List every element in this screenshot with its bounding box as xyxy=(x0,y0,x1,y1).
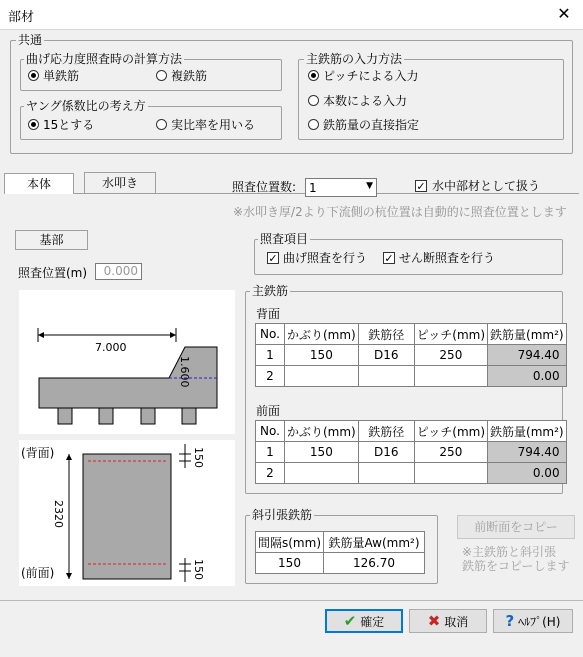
young-group-title: ヤング係数比の考え方 xyxy=(26,99,146,113)
header-no: No. xyxy=(256,421,285,442)
young-15-label: 15とする xyxy=(43,118,95,132)
rebar-pitch-label: ピッチによる入力 xyxy=(323,69,419,83)
note-auto-position: ※水叩き厚/2より下流側の杭位置は自動的に照査位置とします xyxy=(233,205,567,219)
table-row xyxy=(256,366,567,387)
copy-front-section-button[interactable]: 前断面をコピー xyxy=(457,515,575,539)
pitch-cell[interactable] xyxy=(414,366,487,387)
cover-cell[interactable] xyxy=(285,366,359,387)
amount-cell: 0.00 xyxy=(488,366,567,387)
diameter-cell[interactable]: D16 xyxy=(358,442,414,463)
spacing-cell[interactable]: 150 xyxy=(256,553,324,574)
young-actual-label: 実比率を用いる xyxy=(171,118,256,132)
bending-double-label: 複鉄筋 xyxy=(171,69,208,83)
diag-rebar-table xyxy=(255,531,425,574)
ok-button[interactable] xyxy=(325,609,403,633)
row-no: 1 xyxy=(256,442,285,463)
amount-cell: 794.40 xyxy=(488,442,567,463)
header-aw: 鉄筋量Aw(mm²) xyxy=(324,532,425,553)
rebar-input-group-title: 主鉄筋の入力方法 xyxy=(306,52,403,66)
bending-single-label: 単鉄筋 xyxy=(43,69,80,83)
bending-double-radio[interactable] xyxy=(156,70,167,81)
header-amount: 鉄筋量(mm²) xyxy=(488,324,567,345)
bending-single-radio[interactable] xyxy=(28,70,39,81)
pitch-cell[interactable] xyxy=(414,463,487,484)
chevron-down-icon: ▼ xyxy=(366,181,373,191)
bend-check-checkbox[interactable]: ✓ xyxy=(268,252,278,265)
back-rebar-table xyxy=(255,323,567,387)
table-row xyxy=(256,345,567,366)
diameter-cell[interactable] xyxy=(358,366,414,387)
check-count-label: 照査位置数: xyxy=(232,180,297,194)
section-diagram xyxy=(19,440,235,586)
table-row xyxy=(256,463,567,484)
aw-cell[interactable]: 126.70 xyxy=(324,553,425,574)
back-rebar-label: 背面 xyxy=(256,307,281,321)
young-15-radio[interactable] xyxy=(28,119,39,130)
young-actual-radio[interactable] xyxy=(156,119,167,130)
check-count-select[interactable] xyxy=(305,178,377,197)
cover-cell[interactable] xyxy=(285,463,359,484)
rebar-pitch-radio[interactable] xyxy=(308,70,319,81)
question-icon: ? xyxy=(505,612,515,630)
check-count-value: 1 xyxy=(309,181,317,195)
amount-cell: 794.40 xyxy=(488,345,567,366)
header-pitch: ピッチ(mm) xyxy=(414,421,487,442)
header-spacing: 間隔s(mm) xyxy=(256,532,324,553)
diameter-cell[interactable] xyxy=(358,463,414,484)
header-no: No. xyxy=(256,324,285,345)
row-no: 2 xyxy=(256,366,285,387)
underwater-label: 水中部材として扱う xyxy=(432,179,541,193)
cancel-button-label: 取消 xyxy=(444,615,469,629)
cover-cell[interactable]: 150 xyxy=(285,442,359,463)
dim-height-label: 1.600 xyxy=(178,356,191,388)
copy-note-line1: ※主鉄筋と斜引張 xyxy=(462,545,557,559)
diameter-cell[interactable]: D16 xyxy=(358,345,414,366)
header-diameter: 鉄筋径 xyxy=(358,421,414,442)
rebar-direct-radio[interactable] xyxy=(308,119,319,130)
footer-divider xyxy=(0,600,583,601)
copy-note-line2: 鉄筋をコピーします xyxy=(462,559,570,573)
rebar-count-radio[interactable] xyxy=(308,95,319,106)
back-face-label: (背面) xyxy=(21,446,55,460)
pitch-cell[interactable]: 250 xyxy=(414,345,487,366)
tab-apron[interactable]: 水叩き xyxy=(84,172,156,194)
amount-cell: 0.00 xyxy=(488,463,567,484)
row-no: 2 xyxy=(256,463,285,484)
front-face-label: (前面) xyxy=(21,566,55,580)
bend-check-label: 曲げ照査を行う xyxy=(283,251,368,265)
header-pitch: ピッチ(mm) xyxy=(414,324,487,345)
cancel-button[interactable] xyxy=(409,609,487,633)
bending-group-title: 曲げ応力度照査時の計算方法 xyxy=(26,52,183,66)
front-rebar-table xyxy=(255,420,567,484)
header-cover: かぶり(mm) xyxy=(285,421,359,442)
ok-button-label: 確定 xyxy=(360,615,385,629)
rebar-count-label: 本数による入力 xyxy=(323,94,408,108)
table-row xyxy=(256,442,567,463)
shear-check-label: せん断照査を行う xyxy=(399,251,496,265)
row-no: 1 xyxy=(256,345,285,366)
header-amount: 鉄筋量(mm²) xyxy=(488,421,567,442)
check-position-input[interactable]: 0.000 xyxy=(95,263,142,280)
rebar-direct-label: 鉄筋量の直接指定 xyxy=(323,118,420,132)
window-title: 部材 xyxy=(8,10,35,25)
table-row xyxy=(256,553,425,574)
close-icon[interactable]: ✕ xyxy=(557,4,571,23)
title-bar xyxy=(0,0,583,30)
header-diameter: 鉄筋径 xyxy=(358,324,414,345)
common-group-title: 共通 xyxy=(18,33,43,47)
elevation-diagram xyxy=(19,290,235,434)
underwater-checkbox[interactable]: ✓ xyxy=(416,180,426,193)
diag-rebar-title: 斜引張鉄筋 xyxy=(252,508,313,522)
main-rebar-title: 主鉄筋 xyxy=(252,284,289,298)
cover-cell[interactable]: 150 xyxy=(285,345,359,366)
help-button[interactable] xyxy=(493,609,573,633)
front-rebar-label: 前面 xyxy=(256,404,281,418)
dim-150-bottom-label: 150 xyxy=(192,559,205,580)
pitch-cell[interactable]: 250 xyxy=(414,442,487,463)
checkmark-icon: ✔ xyxy=(343,612,357,630)
tab-main[interactable]: 本体 xyxy=(4,173,74,194)
shear-check-checkbox[interactable]: ✓ xyxy=(384,252,394,265)
header-cover: かぶり(mm) xyxy=(285,324,359,345)
dim-width-label: 7.000 xyxy=(95,341,127,354)
check-position-label: 照査位置(m) xyxy=(18,266,88,280)
x-icon: ✖ xyxy=(427,612,441,630)
help-button-label: ﾍﾙﾌﾟ(H) xyxy=(518,615,561,629)
dim-150-top-label: 150 xyxy=(192,447,205,468)
dim-2320-label: 2320 xyxy=(52,500,65,528)
check-items-title: 照査項目 xyxy=(260,232,309,246)
base-tab[interactable]: 基部 xyxy=(15,230,88,250)
